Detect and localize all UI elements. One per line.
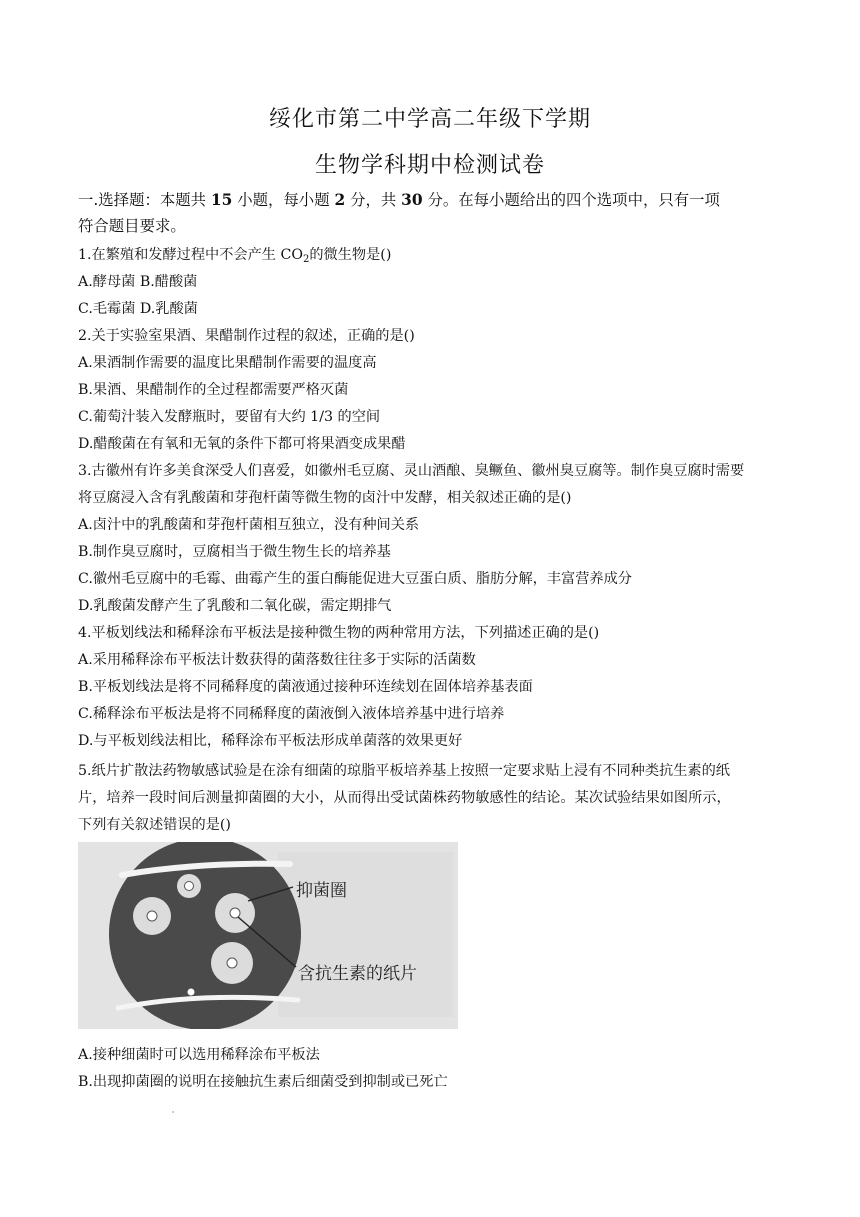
q3-stem-line1: 3.古徽州有许多美食深受人们喜爱，如徽州毛豆腐、灵山酒酿、臭鳜鱼、徽州臭豆腐等。制作臭豆腐时需要 [78, 463, 745, 479]
paper-disc-left [147, 911, 157, 921]
figure-smudge [278, 852, 453, 1017]
scan-speck [172, 1111, 174, 1113]
exam-title-subject: 生物学科期中检测试卷 [314, 153, 545, 178]
q5-stem-line3: 下列有关叙述错误的是() [78, 817, 231, 833]
q2-option-c: C.葡萄汁装入发酵瓶时，要留有大约 1/3 的空间 [78, 409, 381, 425]
q4-option-d: D.与平板划线法相比，稀释涂布平板法形成单菌落的效果更好 [78, 733, 463, 749]
paper-disc-bottom [227, 958, 237, 968]
paper-disc-small [188, 989, 195, 996]
q2-option-a: A.果酒制作需要的温度比果醋制作需要的温度高 [78, 355, 377, 371]
q2-option-d: D.醋酸菌在有氧和无氧的条件下都可将果酒变成果醋 [78, 436, 406, 452]
q3-stem-line2: 将豆腐浸入含有乳酸菌和芽孢杆菌等微生物的卤汁中发酵，相关叙述正确的是() [78, 490, 572, 506]
q4-option-c: C.稀释涂布平板法是将不同稀释度的菌液倒入液体培养基中进行培养 [78, 706, 505, 722]
paper-disc-top [185, 882, 194, 891]
q1-stem: 1.在繁殖和发酵过程中不会产生 $CO_2$的微生物是() [78, 247, 392, 265]
q3-option-a: A.卤汁中的乳酸菌和芽孢杆菌相互独立，没有种间关系 [78, 517, 420, 533]
q5-option-a: A.接种细菌时可以选用稀释涂布平板法 [78, 1047, 320, 1063]
paper-disc-right [230, 908, 240, 918]
q5-stem-line1: 5.纸片扩散法药物敏感试验是在涂有细菌的琼脂平板培养基上按照一定要求贴上浸有不同种类抗生素的纸 [78, 763, 730, 779]
q2-stem: 2.关于实验室果酒、果醋制作过程的叙述，正确的是() [78, 328, 415, 344]
q3-option-d: D.乳酸菌发酵产生了乳酸和二氧化碳，需定期排气 [78, 598, 392, 614]
section-instructions-cont: 符合题目要求。 [78, 217, 186, 235]
section-instructions: 一.选择题：本题共 15 小题，每小题 2 分，共 30 分。在每小题给出的四个选项中，只有一项 [78, 191, 720, 209]
q2-option-b: B.果酒、果醋制作的全过程都需要严格灭菌 [78, 382, 349, 398]
q4-option-a: A.采用稀释涂布平板法计数获得的菌落数往往多于实际的活菌数 [78, 652, 476, 668]
label-inhibition-zone: 抑菌圈 [296, 881, 347, 901]
q4-option-b: B.平板划线法是将不同稀释度的菌液通过接种环连续划在固体培养基表面 [78, 679, 533, 695]
q5-option-b: B.出现抑菌圈的说明在接触抗生素后细菌受到抑制或已死亡 [78, 1074, 448, 1090]
q1-options-cd: C.毛霉菌 D.乳酸菌 [78, 301, 198, 317]
exam-title-school: 绥化市第二中学高二年级下学期 [268, 107, 591, 132]
q3-option-c: C.徽州毛豆腐中的毛霉、曲霉产生的蛋白酶能促进大豆蛋白质、脂肪分解，丰富营养成分 [78, 571, 632, 587]
q1-options-ab: A.酵母菌 B.醋酸菌 [78, 274, 198, 290]
q4-stem: 4.平板划线法和稀释涂布平板法是接种微生物的两种常用方法，下列描述正确的是() [78, 625, 600, 641]
q3-option-b: B.制作臭豆腐时，豆腐相当于微生物生长的培养基 [78, 544, 391, 560]
q5-stem-line2: 片，培养一段时间后测量抑菌圈的大小，从而得出受试菌株药物敏感性的结论。某次试验结果如图所示， [78, 790, 731, 806]
antibiotic-disc-figure [78, 842, 458, 1029]
label-antibiotic-disc: 含抗生素的纸片 [298, 964, 417, 984]
